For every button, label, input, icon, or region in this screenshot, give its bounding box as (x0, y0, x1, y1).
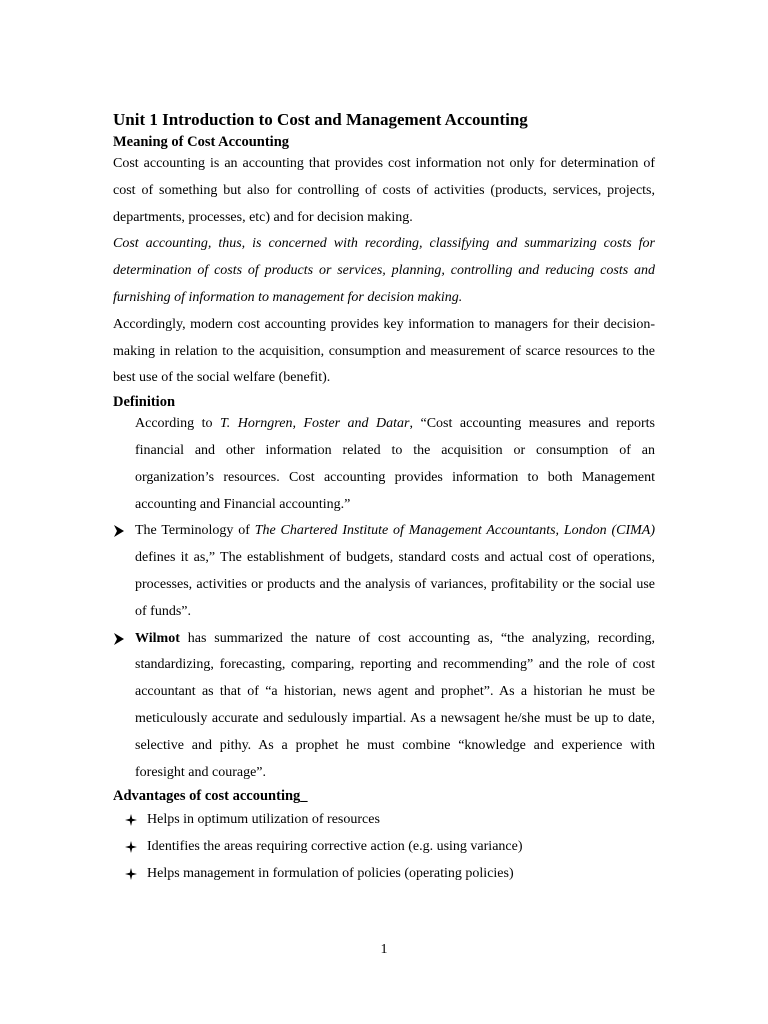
meaning-paragraph-3: Accordingly, modern cost accounting provides key information to managers for their decision-making in relation to the acquisition, consumption and measurement of scarce resources to the best use of the social welfare (benefit). (113, 316, 655, 386)
cima-text: defines it as,” The establishment of budgets, standard costs and actual cost of operations, processes, activities or products and the analysis of variances, profitability or the social use of funds”. (135, 550, 655, 619)
horngren-text: , “Cost accounting measures and reports financial and other information related to the acquisition or consumption of an organization’s resources. Cost accounting provides information to both Management accounting and Financial accounting.” (135, 416, 656, 512)
diamond-bullet-icon (125, 814, 137, 826)
cima-definition (113, 518, 655, 625)
meaning-paragraph-1: Cost accounting is an accounting that provides cost information not only for determination of cost of something but also for controlling of costs of activities (products, services, projects, departments, processes, etc) and for decision making. (113, 156, 655, 225)
list-item (113, 834, 655, 861)
diamond-bullet-icon (125, 868, 137, 880)
list-item (113, 807, 655, 834)
cima-text-block (135, 518, 655, 625)
unit-title: Unit 1 Introduction to Cost and Management Accounting (113, 110, 528, 129)
cima-prefix: The Terminology of (135, 523, 255, 539)
wilmot-text: has summarized the nature of cost accounting as, “the analyzing, recording, standardizing, forecasting, comparing, reporting and recommending” and the role of cost accountant as that of “a historian, news agent and prophet”. As a historian he must be meticulously accurate and sedulously impartial. As a newsagent he/she must be up to date, selective and pithy. As a prophet he must combine “knowledge and experience with foresight and courage”. (135, 630, 655, 780)
list-item (113, 861, 655, 888)
horngren-definition (113, 411, 655, 518)
page-content (113, 108, 655, 888)
advantages-list (113, 807, 655, 887)
horngren-prefix: According to (135, 416, 220, 432)
horngren-authors: T. Horngren, Foster and Datar (220, 416, 410, 432)
definition-heading: Definition (113, 394, 176, 411)
page-number: 1 (380, 942, 388, 957)
meaning-heading: Meaning of Cost Accounting (113, 134, 290, 150)
wilmot-name: Wilmot (135, 630, 180, 646)
advantage-text: Helps management in formulation of policies (operating policies) (147, 865, 514, 881)
cima-org: The Chartered Institute of Management Accountants, London (CIMA) (254, 523, 655, 539)
advantage-text: Helps in optimum utilization of resources (147, 812, 380, 828)
advantage-text: Identifies the areas requiring corrective action (e.g. using variance) (147, 839, 523, 855)
wilmot-definition (113, 626, 655, 787)
meaning-paragraph-2: Cost accounting, thus, is concerned with recording, classifying and summarizing costs for determination of costs of products or services, planning, controlling and reducing costs and furnishing of information to management for decision making. (113, 236, 655, 305)
advantages-heading: Advantages of cost accounting_ (113, 788, 308, 805)
arrow-bullet-icon (113, 632, 125, 646)
diamond-bullet-icon (125, 841, 137, 853)
wilmot-text-block (135, 626, 655, 787)
arrow-bullet-icon (113, 524, 125, 538)
